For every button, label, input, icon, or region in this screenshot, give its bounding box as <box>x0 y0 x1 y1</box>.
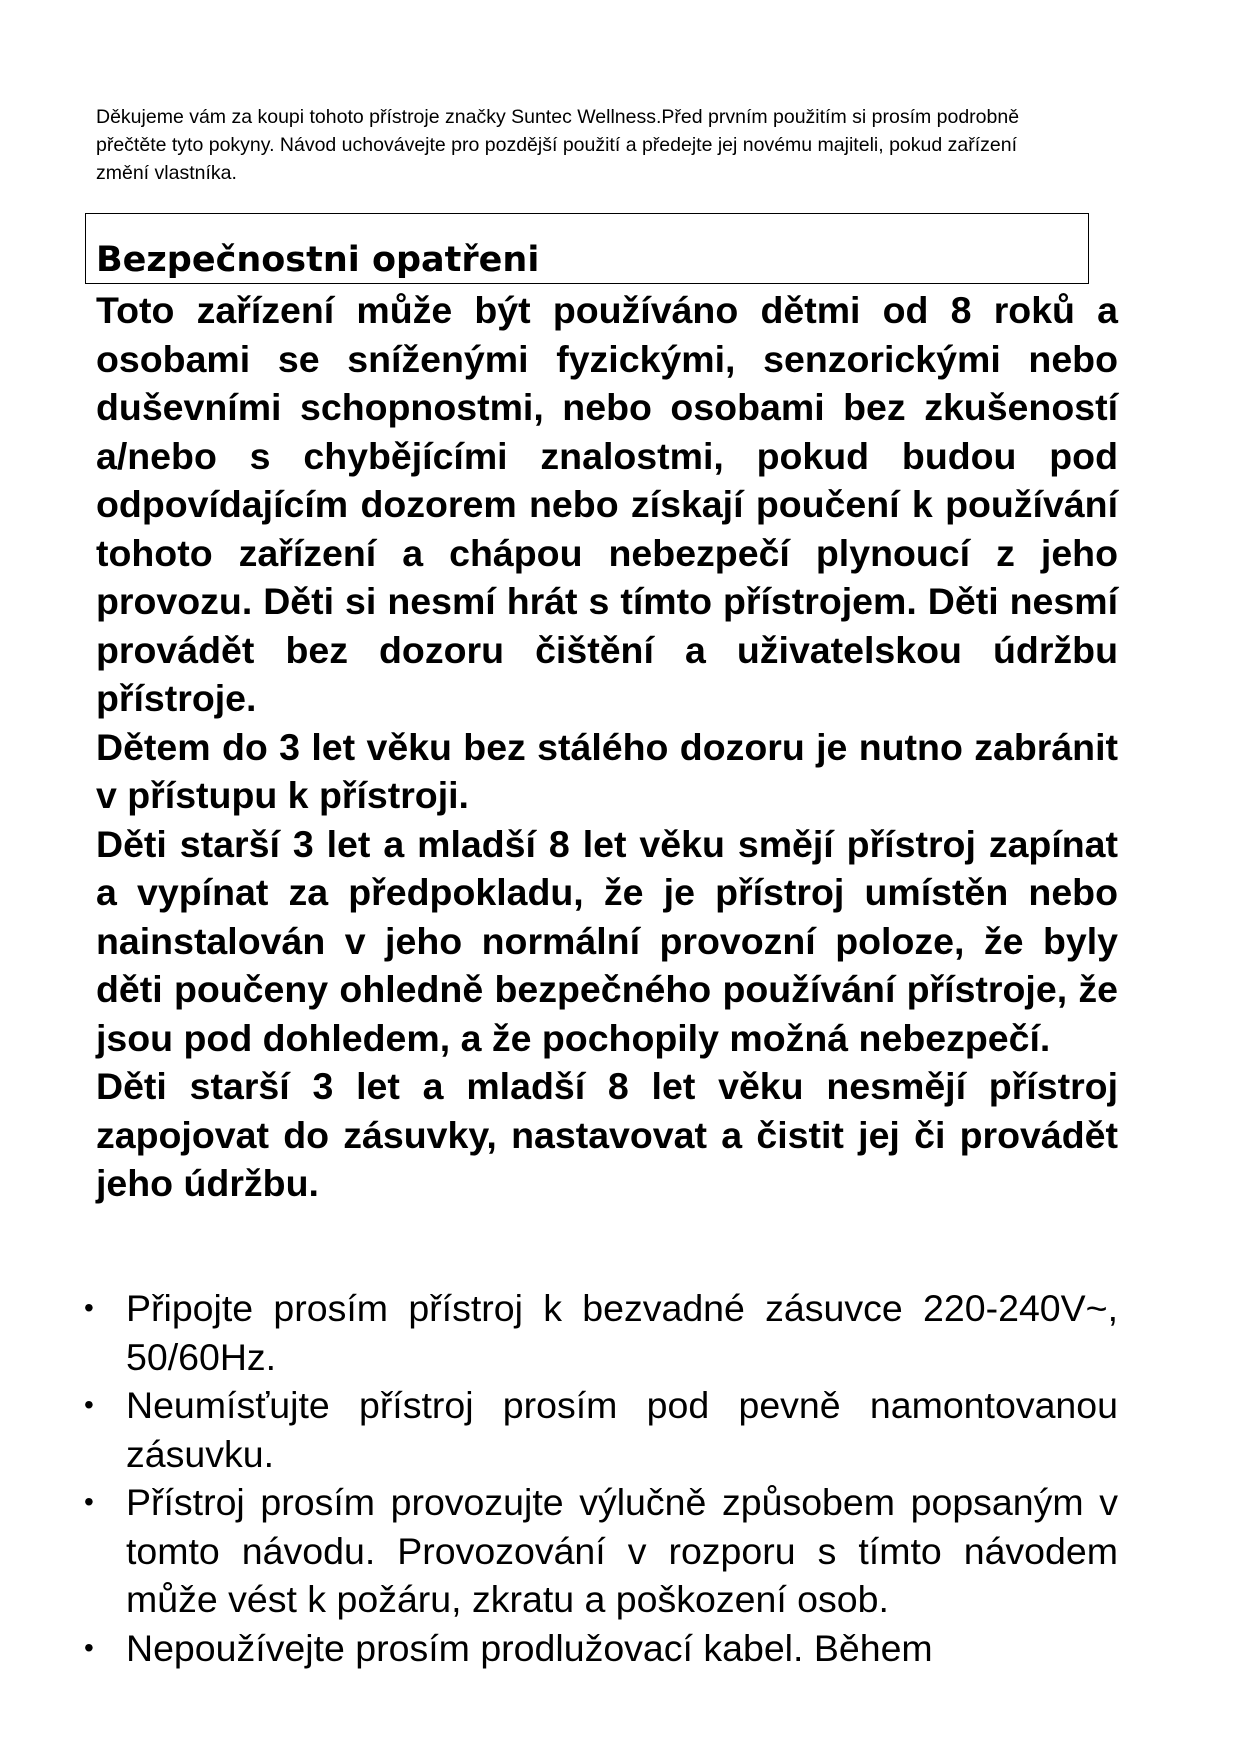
list-item-text: Připojte prosím přístroj k bezvadné zásuvce 220-240V~, 50/60Hz. <box>126 1287 1118 1378</box>
bullet-icon: • <box>84 1292 94 1323</box>
bullet-icon: • <box>84 1631 94 1663</box>
list-item <box>84 1624 1118 1673</box>
list-item-text: Neumísťujte přístroj prosím pod pevně namontovanou zásuvku. <box>126 1384 1118 1475</box>
bullet-icon: • <box>84 1486 94 1517</box>
list-item-text: Přístroj prosím provozujte výlučně způsobem popsaným v tomto návodu. Provozování v rozporu s tímto návodem může vést k požáru, zkratu a poškození osob. <box>126 1481 1118 1620</box>
intro-paragraph: Děkujeme vám za koupi tohoto přístroje značky Suntec Wellness.Před prvním použitím si prosím podrobně přečtěte tyto pokyny. Návod uchovávejte pro pozdější použití a předejte jej novému majiteli, pokud zařízení změní vlastníka. <box>96 106 1020 184</box>
list-item <box>84 1478 1118 1624</box>
bullet-icon: • <box>84 1389 94 1420</box>
warning-paragraph: Dětem do 3 let věku bez stálého dozoru je nutno zabránit v přístupu k přístroji. <box>96 725 1118 816</box>
list-item <box>84 1284 1118 1381</box>
warning-paragraph: Děti starší 3 let a mladší 8 let věku nesmějí přístroj zapojovat do zásuvky, nastavovat a čistit jej či provádět jeho údržbu. <box>96 1065 1118 1204</box>
safety-bullet-list <box>84 1284 1118 1672</box>
list-item-text: Nepoužívejte prosím prodlužovací kabel. Během <box>126 1626 933 1669</box>
safety-warnings <box>96 286 1118 1208</box>
warning-paragraph: Toto zařízení může být používáno dětmi od 8 roků a osobami se sníženými fyzickými, senzorickými nebo duševními schopnostmi, nebo osobami bez zkušeností a/nebo s chybějícími znalostmi, pokud budou pod odpovídajícím dozorem nebo získají poučení k používání tohoto zařízení a chápou nebezpečí plynoucí z jeho provozu. Děti si nesmí hrát s tímto přístrojem. Děti nesmí provádět bez dozoru čištění a uživatelskou údržbu přístroje. <box>96 289 1118 719</box>
list-item <box>84 1381 1118 1478</box>
section-title: Bezpečnostni opatřeni <box>96 240 540 280</box>
warning-paragraph: Děti starší 3 let a mladší 8 let věku smějí přístroj zapínat a vypínat za předpokladu, že je přístroj umístěn nebo nainstalován v jeho normální provozní poloze, že byly děti poučeny ohledně bezpečného používání přístroje, že jsou pod dohledem, a že pochopily možná nebezpečí. <box>96 822 1118 1059</box>
